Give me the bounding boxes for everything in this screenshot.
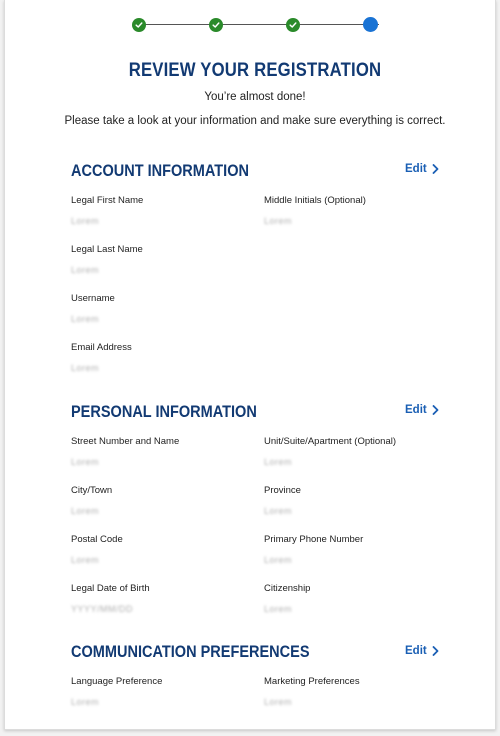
edit-account-button[interactable] [405, 163, 439, 175]
field-value-city: Lorem [71, 506, 100, 516]
section-title-account: ACCOUNT INFORMATION [71, 162, 249, 180]
field-value-legal-first-name: Lorem [71, 216, 100, 226]
field-label-email: Email Address [71, 342, 132, 353]
field-value-email: Lorem [71, 363, 100, 373]
field-value-postal-code: Lorem [71, 555, 100, 565]
field-label-language: Language Preference [71, 676, 163, 687]
chevron-right-icon [432, 646, 439, 656]
check-icon [135, 21, 143, 29]
field-value-middle-initials: Lorem [264, 216, 293, 226]
field-label-citizenship: Citizenship [264, 583, 311, 594]
stepper-line [139, 24, 379, 25]
progress-stepper [131, 17, 379, 33]
field-value-dob: YYYY/MM/DD [71, 604, 134, 614]
field-value-citizenship: Lorem [264, 604, 293, 614]
field-label-street: Street Number and Name [71, 436, 180, 447]
step-4-current [363, 17, 378, 32]
page-title: REVIEW YOUR REGISTRATION [128, 60, 382, 81]
field-value-unit: Lorem [264, 457, 293, 467]
field-label-postal-code: Postal Code [71, 534, 123, 545]
field-label-dob: Legal Date of Birth [71, 583, 150, 594]
field-value-legal-last-name: Lorem [71, 265, 100, 275]
step-2-complete [209, 18, 223, 32]
field-value-street: Lorem [71, 457, 100, 467]
section-title-communication: COMMUNICATION PREFERENCES [71, 643, 310, 661]
step-3-complete [286, 18, 300, 32]
field-value-phone: Lorem [264, 555, 293, 565]
edit-label: Edit [405, 404, 427, 416]
field-label-legal-first-name: Legal First Name [71, 195, 144, 206]
field-label-unit: Unit/Suite/Apartment (Optional) [264, 436, 397, 447]
step-1-complete [132, 18, 146, 32]
field-label-city: City/Town [71, 485, 113, 496]
field-label-marketing: Marketing Preferences [264, 676, 360, 687]
page-subtitle: You’re almost done! [204, 91, 306, 103]
field-value-marketing: Lorem [264, 697, 293, 707]
field-label-legal-last-name: Legal Last Name [71, 244, 143, 255]
edit-communication-button[interactable] [405, 645, 439, 657]
check-icon [289, 21, 297, 29]
field-label-phone: Primary Phone Number [264, 534, 364, 545]
registration-review-card [4, 0, 496, 730]
edit-personal-button[interactable] [405, 404, 439, 416]
edit-label: Edit [405, 163, 427, 175]
field-value-username: Lorem [71, 314, 100, 324]
field-label-province: Province [264, 485, 301, 496]
field-value-province: Lorem [264, 506, 293, 516]
check-icon [212, 21, 220, 29]
field-label-middle-initials: Middle Initials (Optional) [264, 195, 366, 206]
edit-label: Edit [405, 645, 427, 657]
field-value-language: Lorem [71, 697, 100, 707]
field-label-username: Username [71, 293, 115, 304]
page-instructions: Please take a look at your information and make sure everything is correct. [64, 115, 446, 127]
chevron-right-icon [432, 164, 439, 174]
chevron-right-icon [432, 405, 439, 415]
section-title-personal: PERSONAL INFORMATION [71, 403, 257, 421]
